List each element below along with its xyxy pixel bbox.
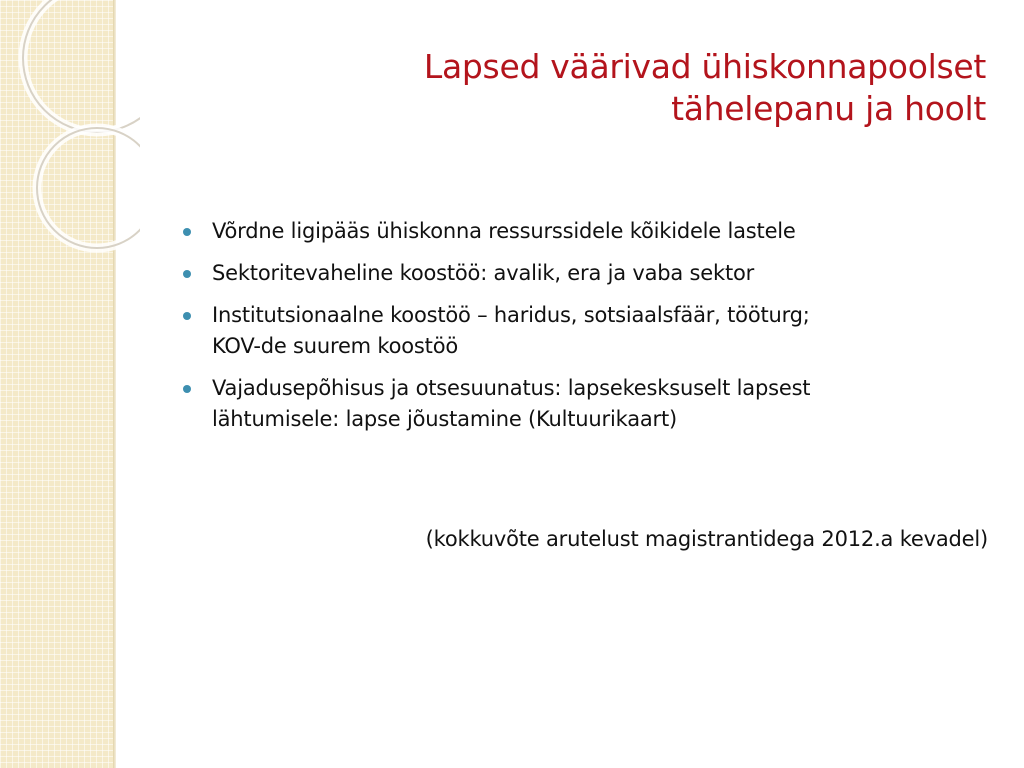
bullet-text-line: Institutsionaalne koostöö – haridus, sotsiaalsfäär, tööturg; <box>212 303 810 327</box>
decorative-rings-icon <box>0 0 140 280</box>
bullet-item-cross-sector <box>183 258 983 289</box>
bullet-dot-icon <box>183 312 191 320</box>
summary-note: (kokkuvõte arutelust magistrantidega 2012.a kevadel) <box>425 527 988 551</box>
bullet-dot-icon <box>183 385 191 393</box>
slide-title-line-2: tähelepanu ja hoolt <box>671 89 986 128</box>
bullet-item-institutional <box>183 300 983 362</box>
bullet-item-needs-based <box>183 373 983 435</box>
bullet-dot-icon <box>183 270 191 278</box>
slide-title <box>286 46 986 130</box>
bullet-text-line: Sektoritevaheline koostöö: avalik, era ja vaba sektor <box>212 261 755 285</box>
slide-title-line-1: Lapsed väärivad ühiskonnapoolset <box>423 47 986 86</box>
bullet-text-line: Vajadusepõhisus ja otsesuunatus: lapsekesksuselt lapsest <box>212 376 811 400</box>
bullet-text-line: lähtumisele: lapse jõustamine (Kultuurikaart) <box>212 407 677 431</box>
bullet-text-line: Võrdne ligipääs ühiskonna ressurssidele kõikidele lastele <box>212 219 796 243</box>
bullet-item-equal-access <box>183 216 983 247</box>
bullet-list <box>183 216 983 446</box>
bullet-dot-icon <box>183 228 191 236</box>
bullet-text-line: KOV-de suurem koostöö <box>212 334 458 358</box>
